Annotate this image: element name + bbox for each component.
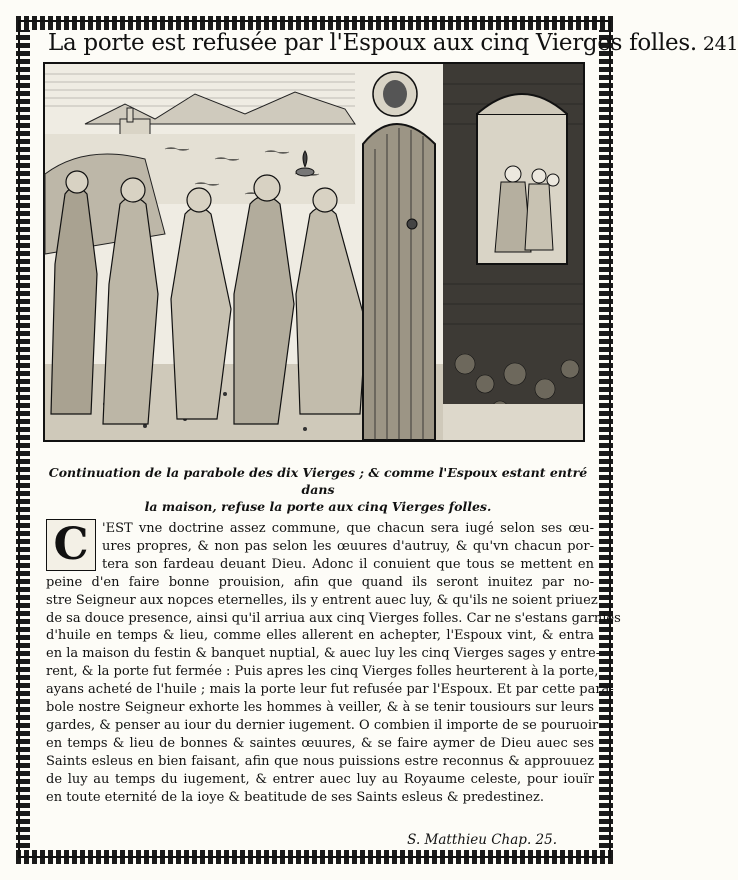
body-line: de luy au temps du iugement, & entrer auec luy au Royaume celeste, pour iouïr [46, 771, 594, 787]
body-line: en temps & lieu de bonnes & saintes œuures, & se faire aymer de Dieu auec ses [46, 735, 594, 751]
body-line: 'EST vne doctrine assez commune, que chacun sera iugé selon ses œu- [102, 521, 594, 536]
body-line: bole nostre Seigneur exhorte les hommes à veiller, & à se tenir tousiours sur leurs [46, 700, 594, 716]
body-line: ures propres, & non pas selon les œuures d'autruy, & qu'vn chacun por- [102, 538, 594, 554]
page-number: 241 [702, 33, 738, 55]
body-line: d'huile en temps & lieu, comme elles allerent en achepter, l'Espoux vint, & entra [46, 628, 594, 644]
body-line: gardes, & penser au iour du dernier iugement. O combien il importe de se pouruoir [46, 717, 599, 733]
body-line: peine d'en faire bonne prouision, afin que quand ils seront inuitez par no- [46, 574, 594, 590]
body-line: de sa douce presence, ainsi qu'il arriua aux cinq Vierges folles. Car ne s'estans garnies [46, 610, 621, 626]
title-text: La porte est refusée par l'Espoux aux cinq Vierges folles. [48, 30, 697, 56]
body-line: ayans acheté de l'huile ; mais la porte leur fut refusée par l'Espoux. Et par cette para- [46, 682, 614, 698]
page-title [48, 30, 738, 56]
woodcut-illustration [43, 62, 585, 442]
body-line: rent, & la porte fut fermée : Puis apres les cinq Vierges folles heurterent à la porte, [46, 664, 599, 680]
caption-line-1: Continuation de la parabole des dix Vierges ; & comme l'Espoux estant entré dans [48, 465, 588, 497]
body-line: en la maison du festin & banquet nuptial, & auec luy les cinq Vierges sages y entre- [46, 646, 601, 662]
body-line: tera son fardeau deuant Dieu. Adonc il conuient que tous se mettent en [102, 556, 594, 572]
caption-line-2: la maison, refuse la porte aux cinq Vierges folles. [144, 499, 492, 514]
caption [48, 464, 588, 515]
body-line: stre Seigneur aux nopces eternelles, ils y entrent auec luy, & qu'ils ne soient priuez [46, 592, 598, 608]
body-line: Saints esleus en bien faisant, afin que nous puissions estre reconnus & approuuez [46, 753, 594, 769]
scripture-reference: S. Matthieu Chap. 25. [407, 832, 557, 848]
woodcut-svg [45, 64, 583, 440]
body-line: en toute eternité de la ioye & beatitude de ses Saints esleus & predestinez. [46, 789, 544, 805]
body-text [46, 520, 621, 807]
drop-capital-letter: C [53, 519, 89, 570]
